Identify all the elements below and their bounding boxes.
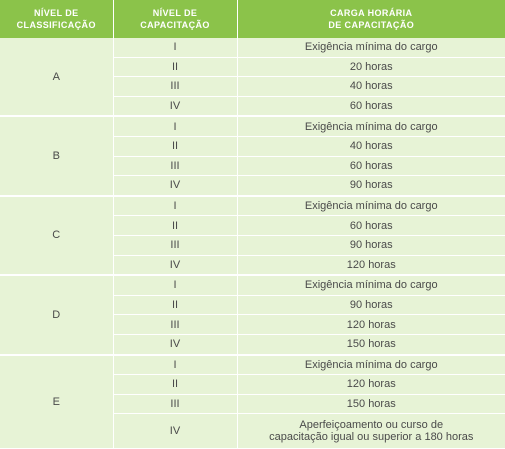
classification-cell: E [0, 355, 113, 449]
level-cell: II [113, 295, 237, 315]
header-col2-line2: CAPACITAÇÃO [118, 19, 233, 31]
hours-cell: 60 horas [237, 216, 505, 236]
level-cell: I [113, 38, 237, 57]
level-cell: IV [113, 334, 237, 354]
hours-cell: 90 horas [237, 176, 505, 196]
hours-cell: 150 horas [237, 394, 505, 414]
table-row [0, 116, 505, 136]
header-nivel-classificacao [0, 0, 113, 38]
table-row [0, 38, 505, 57]
hours-cell-line2: capacitação igual ou superior a 180 horas [238, 431, 505, 443]
header-col2-line1: NÍVEL DE [118, 7, 233, 19]
hours-cell: Exigência mínima do cargo [237, 38, 505, 57]
classification-cell: B [0, 116, 113, 195]
level-cell: IV [113, 255, 237, 275]
table-row [0, 196, 505, 216]
level-cell: II [113, 375, 237, 395]
level-cell: II [113, 216, 237, 236]
level-cell: III [113, 394, 237, 414]
header-col1-line1: NÍVEL DE [4, 7, 109, 19]
hours-cell: 60 horas [237, 96, 505, 116]
table-row [0, 355, 505, 375]
hours-cell: 40 horas [237, 136, 505, 156]
level-cell: III [113, 315, 237, 335]
hours-cell: Exigência mínima do cargo [237, 355, 505, 375]
header-col3-line1: CARGA HORÁRIA [242, 7, 502, 19]
hours-cell: 40 horas [237, 77, 505, 97]
hours-cell: 150 horas [237, 334, 505, 354]
hours-cell: Exigência mínima do cargo [237, 116, 505, 136]
hours-cell: 120 horas [237, 315, 505, 335]
hours-cell: Exigência mínima do cargo [237, 275, 505, 295]
level-cell: III [113, 235, 237, 255]
level-cell: II [113, 136, 237, 156]
hours-cell [237, 414, 505, 449]
classification-cell: A [0, 38, 113, 116]
hours-cell: 60 horas [237, 156, 505, 176]
level-cell: I [113, 275, 237, 295]
table-row [0, 275, 505, 295]
level-cell: I [113, 116, 237, 136]
hours-cell: 90 horas [237, 295, 505, 315]
header-nivel-capacitacao [113, 0, 237, 38]
level-cell: III [113, 156, 237, 176]
header-col1-line2: CLASSIFICAÇÃO [4, 19, 109, 31]
level-cell: IV [113, 176, 237, 196]
hours-cell: 90 horas [237, 235, 505, 255]
hours-cell-line1: Aperfeiçoamento ou curso de [238, 419, 505, 431]
classification-cell: D [0, 275, 113, 354]
header-col3-line2: DE CAPACITAÇÃO [242, 19, 502, 31]
hours-cell: 20 horas [237, 57, 505, 77]
level-cell: IV [113, 414, 237, 449]
classification-cell: C [0, 196, 113, 275]
level-cell: IV [113, 96, 237, 116]
level-cell: I [113, 196, 237, 216]
header-carga-horaria [237, 0, 505, 38]
hours-cell: Exigência mínima do cargo [237, 196, 505, 216]
hours-cell: 120 horas [237, 375, 505, 395]
table-header-row [0, 0, 505, 38]
level-cell: III [113, 77, 237, 97]
level-cell: II [113, 57, 237, 77]
hours-cell: 120 horas [237, 255, 505, 275]
level-cell: I [113, 355, 237, 375]
